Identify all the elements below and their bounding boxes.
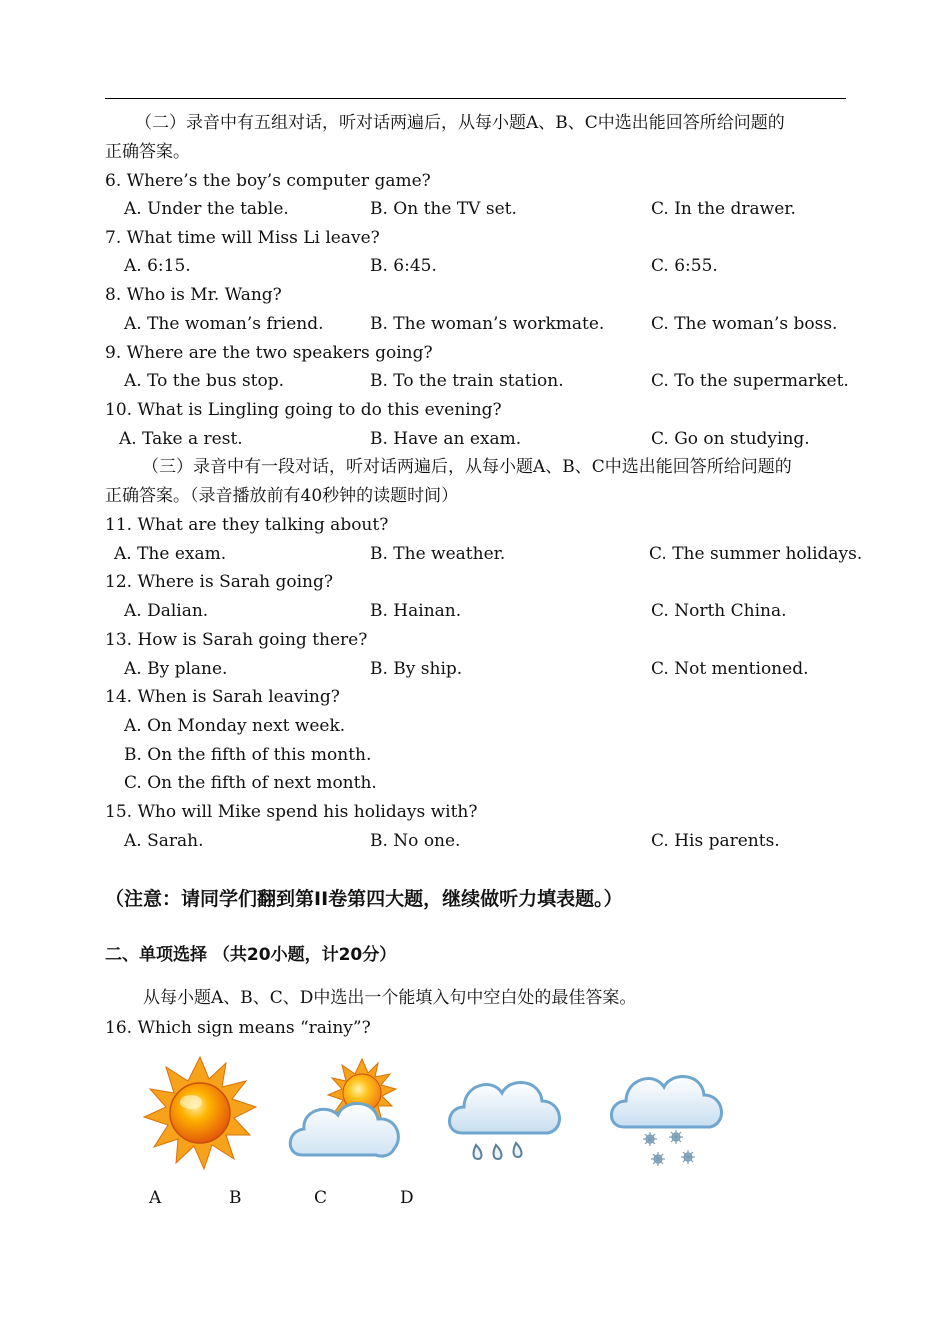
listening-notice: （注意：请同学们翻到第II卷第四大题，继续做听力填表题。） [105,888,623,910]
q13-option-c: C. Not mentioned. [651,659,809,679]
q14-option-b: B. On the fifth of this month. [124,745,372,765]
q12-option-b: B. Hainan. [370,601,462,621]
q14-option-a: A. On Monday next week. [124,716,346,736]
question-6: 6. Where’s the boy’s computer game? [105,171,431,191]
question-13: 13. How is Sarah going there? [105,630,368,650]
q6-option-c: C. In the drawer. [651,199,796,219]
q6-option-a: A. Under the table. [124,199,289,219]
q15-option-a: A. Sarah. [124,831,204,851]
q11-option-a: A. The exam. [114,544,227,564]
part2-heading: 二、单项选择 （共20小题，计20分） [105,945,397,965]
q12-option-c: C. North China. [651,601,787,621]
q9-option-b: B. To the train station. [370,371,564,391]
q16-label-b: B [229,1188,242,1208]
q7-option-a: A. 6:15. [124,256,191,276]
question-11: 11. What are they talking about? [105,515,389,535]
q10-option-c: C. Go on studying. [651,429,810,449]
q13-option-a: A. By plane. [124,659,228,679]
q7-option-c: C. 6:55. [651,256,718,276]
q8-option-a: A. The woman’s friend. [124,314,324,334]
question-8: 8. Who is Mr. Wang? [105,285,282,305]
question-12: 12. Where is Sarah going? [105,572,333,592]
section3-intro-line1: （三）录音中有一段对话，听对话两遍后，从每小题A、B、C中选出能回答所给问题的 [142,457,792,477]
q15-option-b: B. No one. [370,831,461,851]
rain-icon [440,1055,570,1175]
q12-option-a: A. Dalian. [124,601,209,621]
question-15: 15. Who will Mike spend his holidays with? [105,802,478,822]
partly-cloudy-icon [284,1055,414,1175]
q15-option-c: C. His parents. [651,831,780,851]
q11-option-c: C. The summer holidays. [649,544,863,564]
q11-option-b: B. The weather. [370,544,506,564]
header-rule [105,98,846,99]
question-16: 16. Which sign means “rainy”? [105,1018,371,1038]
q8-option-c: C. The woman’s boss. [651,314,838,334]
q16-label-c: C [314,1188,328,1208]
question-7: 7. What time will Miss Li leave? [105,228,380,248]
q9-option-c: C. To the supermarket. [651,371,849,391]
q10-option-a: A. Take a rest. [119,429,243,449]
q14-option-c: C. On the fifth of next month. [124,773,377,793]
section2-intro-line2: 正确答案。 [105,142,190,162]
q16-label-a: A [149,1188,162,1208]
q13-option-b: B. By ship. [370,659,463,679]
q6-option-b: B. On the TV set. [370,199,517,219]
q16-label-d: D [400,1188,414,1208]
q7-option-b: B. 6:45. [370,256,437,276]
sun-icon [138,1055,268,1175]
question-9: 9. Where are the two speakers going? [105,343,433,363]
question-10: 10. What is Lingling going to do this evening? [105,400,502,420]
q9-option-a: A. To the bus stop. [124,371,285,391]
q8-option-b: B. The woman’s workmate. [370,314,605,334]
q10-option-b: B. Have an exam. [370,429,522,449]
snow-icon [602,1055,732,1175]
section3-intro-line2: 正确答案。（录音播放前有40秒钟的读题时间） [105,486,459,506]
question-14: 14. When is Sarah leaving? [105,687,340,707]
part2-instruction: 从每小题A、B、C、D中选出一个能填入句中空白处的最佳答案。 [143,988,637,1008]
section2-intro-line1: （二）录音中有五组对话，听对话两遍后，从每小题A、B、C中选出能回答所给问题的 [135,113,785,133]
